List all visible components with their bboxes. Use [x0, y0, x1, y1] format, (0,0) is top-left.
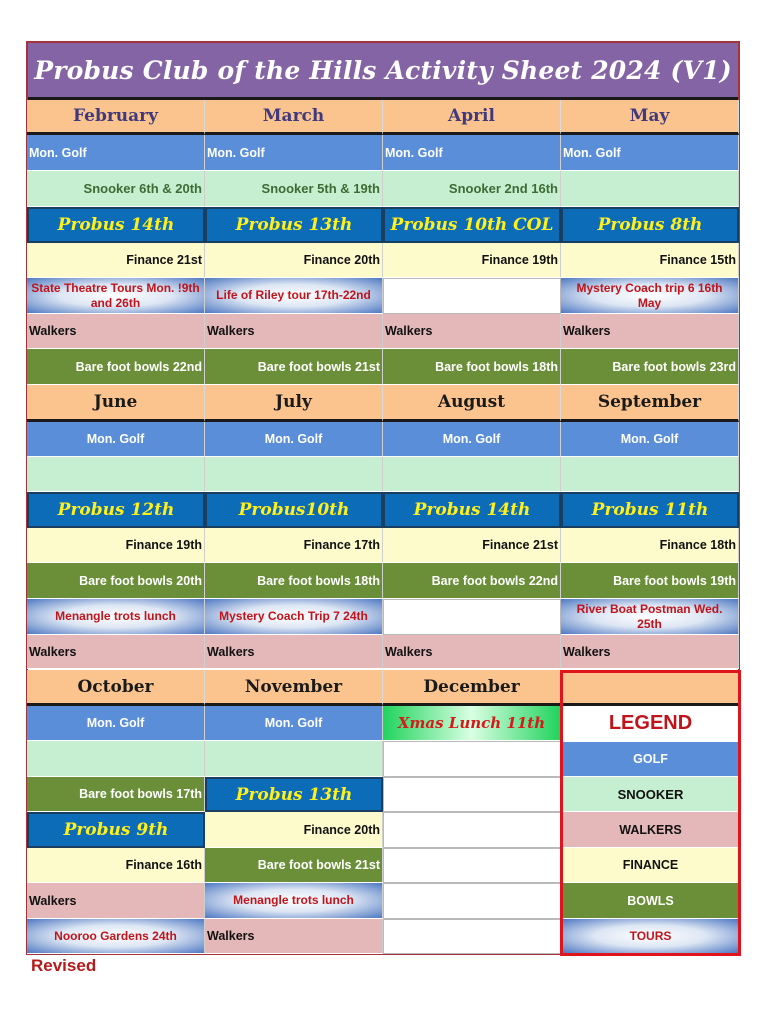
- tour-cell-august: [383, 599, 561, 635]
- finance-cell-september-text: Finance 18th: [659, 538, 736, 552]
- finance-cell-november-text: Finance 20th: [303, 822, 380, 837]
- month-header-february-text: February: [72, 106, 158, 126]
- walkers-cell-october-text: Walkers: [29, 893, 77, 908]
- golf-cell-june: [27, 422, 205, 457]
- finance-cell-february-text: Finance 21st: [126, 253, 202, 267]
- probus-meeting-cell-november: [205, 777, 383, 812]
- blank-cell-december: [383, 919, 561, 954]
- legend-finance-text: FINANCE: [622, 858, 679, 872]
- bowls-cell-september: [561, 563, 739, 599]
- probus-meeting-cell-september-text: Probus 11th: [591, 500, 709, 520]
- finance-cell-october-text: Finance 16th: [125, 858, 202, 872]
- probus-meeting-cell-may-text: Probus 8th: [597, 215, 703, 235]
- month-header-april: [383, 100, 561, 135]
- bowls-cell-march: [205, 349, 383, 385]
- golf-cell-may: [561, 135, 739, 171]
- golf-cell-march-text: Mon. Golf: [207, 145, 265, 160]
- probus-meeting-cell-august: [383, 492, 561, 528]
- revised-note: Revised: [31, 956, 97, 975]
- bowls-cell-november: [205, 848, 383, 883]
- snooker-cell-february-text: Snooker 6th & 20th: [83, 181, 202, 196]
- walkers-cell-may-text: Walkers: [563, 324, 611, 338]
- tour-cell-november-text: Menangle trots lunch: [233, 893, 354, 908]
- probus-meeting-cell-november-text: Probus 13th: [235, 784, 353, 805]
- walkers-cell-april: [383, 314, 561, 349]
- walkers-cell-may: [561, 314, 739, 349]
- golf-cell-october: [27, 706, 205, 741]
- bowls-cell-march-text: Bare foot bowls 21st: [257, 359, 380, 374]
- walkers-cell-july: [205, 635, 383, 669]
- finance-cell-july-text: Finance 17th: [303, 538, 380, 552]
- golf-cell-april: [383, 135, 561, 171]
- blank-cell-december: [383, 883, 561, 919]
- golf-cell-march: [205, 135, 383, 171]
- snooker-cell-june: [27, 457, 205, 492]
- month-header-december: [383, 670, 561, 706]
- finance-cell-may: [561, 243, 739, 278]
- golf-cell-february-text: Mon. Golf: [29, 145, 87, 160]
- tour-cell-july-text: Mystery Coach Trip 7 24th: [219, 609, 368, 624]
- golf-cell-april-text: Mon. Golf: [385, 145, 443, 160]
- walkers-cell-november: [205, 919, 383, 954]
- legend-tours-text: TOURS: [629, 928, 672, 943]
- sheet-title-bar: [28, 43, 738, 100]
- month-header-september-text: September: [597, 392, 702, 412]
- bowls-cell-june: [27, 563, 205, 599]
- probus-meeting-cell-march-text: Probus 13th: [235, 215, 353, 235]
- xmas-lunch-cell: [383, 706, 561, 741]
- xmas-lunch-cell-text: Xmas Lunch 11th: [397, 714, 546, 732]
- tour-cell-february-text: State Theatre Tours Mon. !9th and 26th: [31, 281, 200, 310]
- snooker-cell-march: [205, 171, 383, 207]
- walkers-cell-september: [561, 635, 739, 669]
- month-header-july: [205, 385, 383, 422]
- tour-cell-april: [383, 278, 561, 314]
- walkers-cell-august-text: Walkers: [385, 644, 433, 659]
- walkers-cell-february: [27, 314, 205, 349]
- bowls-cell-july-text: Bare foot bowls 18th: [257, 573, 380, 588]
- month-header-march: [205, 100, 383, 135]
- bowls-cell-september-text: Bare foot bowls 19th: [613, 573, 736, 588]
- sheet-title: Probus Club of the Hills Activity Sheet 2024 (V1): [34, 55, 732, 85]
- golf-cell-july-text: Mon. Golf: [264, 432, 323, 446]
- tour-cell-june: [27, 599, 205, 635]
- snooker-cell-april-text: Snooker 2nd 16th: [448, 181, 558, 196]
- finance-cell-july: [205, 528, 383, 563]
- walkers-cell-october: [27, 883, 205, 919]
- bowls-cell-may-text: Bare foot bowls 23rd: [612, 359, 736, 374]
- walkers-cell-july-text: Walkers: [207, 644, 255, 659]
- finance-cell-march: [205, 243, 383, 278]
- month-header-may-text: May: [629, 106, 670, 126]
- bowls-cell-august-text: Bare foot bowls 22nd: [431, 573, 558, 588]
- finance-cell-february: [27, 243, 205, 278]
- finance-cell-may-text: Finance 15th: [659, 253, 736, 267]
- probus-meeting-cell-april: [383, 207, 561, 243]
- bowls-cell-july: [205, 563, 383, 599]
- tour-cell-july: [205, 599, 383, 635]
- month-header-august-text: August: [437, 392, 506, 412]
- probus-meeting-cell-april-text: Probus 10th COL: [390, 215, 554, 235]
- finance-cell-august-text: Finance 21st: [482, 538, 558, 552]
- probus-meeting-cell-september: [561, 492, 739, 528]
- tour-cell-march: [205, 278, 383, 314]
- tour-cell-june-text: Menangle trots lunch: [55, 609, 176, 624]
- month-header-november: [205, 670, 383, 706]
- snooker-cell-february: [27, 171, 205, 207]
- finance-cell-june: [27, 528, 205, 563]
- walkers-cell-september-text: Walkers: [563, 644, 611, 659]
- finance-cell-june-text: Finance 19th: [125, 538, 202, 552]
- probus-meeting-cell-october: [27, 812, 205, 848]
- legend-snooker-text: SNOOKER: [617, 786, 684, 802]
- walkers-cell-february-text: Walkers: [29, 324, 77, 338]
- snooker-cell-august: [383, 457, 561, 492]
- blank-cell-december: [383, 777, 561, 812]
- month-header-september: [561, 385, 739, 422]
- legend-walkers-text: WALKERS: [619, 822, 682, 837]
- finance-cell-april: [383, 243, 561, 278]
- golf-cell-may-text: Mon. Golf: [563, 145, 621, 160]
- finance-cell-march-text: Finance 20th: [303, 253, 380, 267]
- golf-cell-february: [27, 135, 205, 171]
- legend-box: [560, 670, 741, 956]
- bowls-cell-may: [561, 349, 739, 385]
- golf-cell-august-text: Mon. Golf: [442, 432, 501, 446]
- walkers-cell-august: [383, 635, 561, 669]
- month-header-november-text: November: [244, 676, 343, 697]
- blank-cell-december: [383, 741, 561, 777]
- golf-cell-june-text: Mon. Golf: [86, 432, 145, 446]
- legend-title-text: LEGEND: [608, 712, 693, 734]
- probus-meeting-cell-july-text: Probus10th: [238, 500, 350, 520]
- finance-cell-november: [205, 812, 383, 848]
- month-header-august: [383, 385, 561, 422]
- month-header-may: [561, 100, 739, 135]
- month-header-july-text: July: [275, 392, 312, 412]
- tour-cell-may-text: Mystery Coach trip 6 16th May: [576, 281, 723, 310]
- month-header-october: [27, 670, 205, 706]
- tour-cell-may: [561, 278, 739, 314]
- snooker-cell-november: [205, 741, 383, 777]
- golf-cell-september: [561, 422, 739, 457]
- legend-bowls-text: BOWLS: [627, 893, 674, 908]
- snooker-cell-october: [27, 741, 205, 777]
- month-header-february: [27, 100, 205, 135]
- golf-cell-november-text: Mon. Golf: [264, 716, 323, 730]
- walkers-cell-november-text: Walkers: [207, 929, 255, 943]
- walkers-cell-june-text: Walkers: [29, 644, 77, 659]
- bowls-cell-november-text: Bare foot bowls 21st: [257, 858, 380, 872]
- finance-cell-october: [27, 848, 205, 883]
- bowls-cell-february: [27, 349, 205, 385]
- legend-golf-text: GOLF: [633, 752, 668, 766]
- tour-cell-september-text: River Boat Postman Wed. 25th: [576, 602, 723, 631]
- blank-cell-december: [383, 848, 561, 883]
- walkers-cell-june: [27, 635, 205, 669]
- month-header-april-text: April: [448, 106, 495, 126]
- snooker-cell-may: [561, 171, 739, 207]
- finance-cell-september: [561, 528, 739, 563]
- probus-meeting-cell-february: [27, 207, 205, 243]
- bowls-cell-june-text: Bare foot bowls 20th: [79, 573, 202, 588]
- bowls-cell-february-text: Bare foot bowls 22nd: [75, 359, 202, 374]
- probus-meeting-cell-march: [205, 207, 383, 243]
- probus-meeting-cell-june-text: Probus 12th: [57, 500, 175, 520]
- golf-cell-august: [383, 422, 561, 457]
- walkers-cell-march: [205, 314, 383, 349]
- tour-cell-september: [561, 599, 739, 635]
- finance-cell-april-text: Finance 19th: [481, 253, 558, 267]
- month-header-june: [27, 385, 205, 422]
- snooker-cell-september: [561, 457, 739, 492]
- probus-meeting-cell-may: [561, 207, 739, 243]
- tour-cell-october-text: Nooroo Gardens 24th: [54, 928, 177, 943]
- tour-cell-november: [205, 883, 383, 919]
- bowls-cell-october-text: Bare foot bowls 17th: [79, 787, 202, 801]
- probus-meeting-cell-june: [27, 492, 205, 528]
- golf-cell-september-text: Mon. Golf: [620, 432, 679, 446]
- bowls-cell-august: [383, 563, 561, 599]
- probus-meeting-cell-july: [205, 492, 383, 528]
- walkers-cell-april-text: Walkers: [385, 324, 433, 338]
- probus-meeting-cell-october-text: Probus 9th: [63, 820, 169, 840]
- tour-cell-february: [27, 278, 205, 314]
- month-header-october-text: October: [77, 676, 154, 697]
- bowls-cell-april-text: Bare foot bowls 18th: [435, 359, 558, 374]
- bowls-cell-april: [383, 349, 561, 385]
- month-header-june-text: June: [93, 392, 138, 412]
- snooker-cell-march-text: Snooker 5th & 19th: [261, 181, 380, 196]
- month-header-december-text: December: [423, 676, 520, 697]
- snooker-cell-april: [383, 171, 561, 207]
- probus-meeting-cell-february-text: Probus 14th: [57, 215, 175, 235]
- blank-cell-december: [383, 812, 561, 848]
- golf-cell-october-text: Mon. Golf: [86, 716, 145, 730]
- walkers-cell-march-text: Walkers: [207, 324, 255, 338]
- golf-cell-november: [205, 706, 383, 741]
- month-header-march-text: March: [262, 106, 325, 126]
- probus-meeting-cell-august-text: Probus 14th: [413, 500, 531, 520]
- tour-cell-march-text: Life of Riley tour 17th-22nd: [216, 288, 371, 303]
- golf-cell-july: [205, 422, 383, 457]
- finance-cell-august: [383, 528, 561, 563]
- tour-cell-october: [27, 919, 205, 954]
- bowls-cell-october: [27, 777, 205, 812]
- snooker-cell-july: [205, 457, 383, 492]
